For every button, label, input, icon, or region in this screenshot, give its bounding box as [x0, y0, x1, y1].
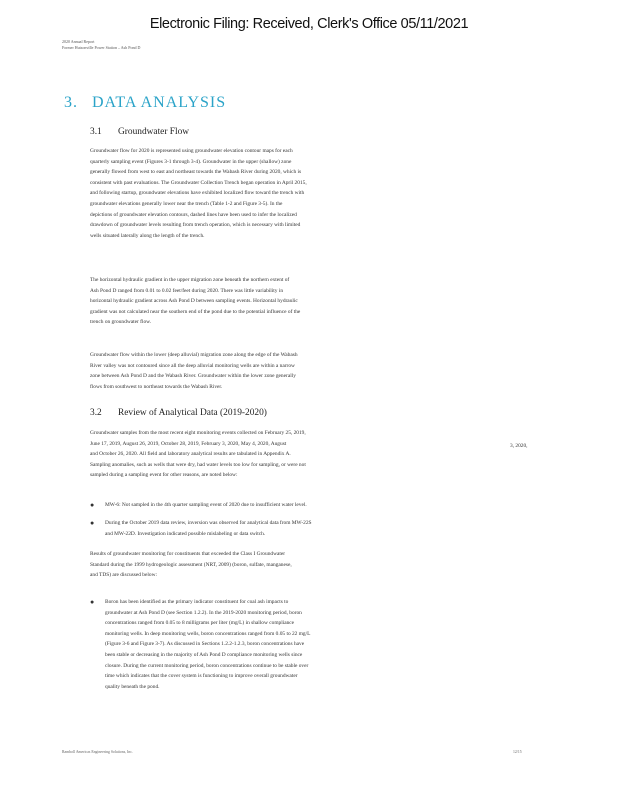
bullet-icon: ● [90, 598, 95, 606]
paragraph-exceedances [90, 549, 348, 581]
text-line: horizontal hydraulic gradient across Ash Pond D between sampling events. Horizontal hydraulic [90, 298, 298, 305]
section-heading [64, 94, 226, 112]
text-line: groundwater elevations generally lower near the trench (Table 1-2 and Figure 3-5). In the [90, 200, 283, 207]
text-line: (Figure 3-6 and Figure 3-7). As discussed in Sections 1.2.2-1.2.3, boron concentrations have [105, 641, 305, 648]
text-line: gradient was not calculated near the southern end of the pond due to the potential influence of the [90, 308, 301, 315]
text-line: Ash Pond D ranged from 0.01 to 0.02 feet/feet during 2020. There was little variability in [90, 287, 284, 294]
text-line: Sampling anomalies, such as wells that were dry, had water levels too low for sampling, or were not [90, 461, 306, 468]
paragraph-sampling-events [90, 428, 348, 481]
text-line: River valley was not contoured since all the deep alluvial monitoring wells are within a narrow [90, 362, 295, 369]
section-title: DATA ANALYSIS [92, 94, 227, 111]
text-line: wells situated laterally along the length of the trench. [90, 232, 205, 239]
running-header-site: Former Hutsonville Power Station – Ash Pond D [62, 45, 141, 50]
text-line: June 17, 2019, August 26, 2019, October 28, 2019, February 3, 2020, May 4, 2020, August [90, 440, 287, 447]
text-line: During the October 2019 data review, inversion was observed for analytical data from MW-22S [105, 520, 312, 526]
subsection-number: 3.2 [90, 408, 102, 418]
text-line: Groundwater samples from the most recent eight monitoring events collected on February 25, 2019, [90, 430, 306, 436]
text-line: trench on groundwater flow. [90, 319, 152, 326]
text-line: drawdown of groundwater levels resulting from trench operation, which is necessary with limited [90, 222, 301, 229]
text-line: been stable or decreasing in the majority of Ash Pond D compliance monitoring wells since [105, 651, 303, 658]
bullet-icon: ● [90, 519, 95, 527]
text-line: quality beneath the pond. [105, 683, 160, 690]
text-line: depictions of groundwater elevation contours, dashed lines have been used to infer the localized [90, 211, 297, 218]
text-line: Groundwater flow for 2020 is represented using groundwater elevation contour maps for each [90, 148, 293, 154]
filing-banner: Electronic Filing: Received, Clerk's Office 05/11/2021 [149, 16, 469, 32]
text-line: MW-6: Not sampled in the 4th quarter sampling event of 2020 due to insufficient water level. [105, 502, 307, 508]
text-line: and following startup, groundwater elevations have exhibited localized flow toward the trench with [90, 190, 305, 197]
bullet-icon: ● [90, 501, 95, 509]
text-line: and October 26, 2020. All field and laboratory analytical results are tabulated in Appendix A. [90, 451, 291, 458]
paragraph-hydraulic-gradient [90, 275, 348, 328]
text-line: groundwater at Ash Pond D (see Section 1.2.2). In the 2019-2020 monitoring period, boron [105, 609, 302, 616]
text-line: closure. During the current monitoring period, boron concentrations continue to be stable over [105, 662, 309, 669]
subsection-number: 3.1 [90, 127, 102, 137]
text-line-overflow: 3, 2020, [510, 443, 528, 449]
text-line: The horizontal hydraulic gradient in the upper migration zone beneath the northern extent of [90, 277, 290, 283]
text-line: zone between Ash Pond D and the Wabash River. Groundwater within the lower zone generally [90, 373, 296, 380]
text-line: monitoring wells. In deep monitoring wells, boron concentrations ranged from 0.05 to 22 mg/L [105, 630, 311, 637]
text-line: concentrations ranged from 0.05 to 8 milligrams per liter (mg/L) in shallow compliance [105, 620, 295, 627]
text-line: sampled during a sampling event for other reasons, are noted below: [90, 472, 238, 479]
footer-company: Ramboll Americas Engineering Solutions, Inc. [62, 750, 133, 754]
text-line: and TDS) are discussed below: [90, 572, 157, 579]
paragraph-groundwater-flow-2020 [90, 146, 348, 241]
text-line: quarterly sampling event (Figures 3-1 through 3-4). Groundwater in the upper (shallow) zone [90, 158, 292, 165]
text-line: generally flowed from west to east and northeast towards the Wabash River during 2020, which is [90, 169, 302, 176]
subsection-heading-groundwater-flow [90, 127, 189, 137]
text-line: flows from southwest to northeast towards the Wabash River. [90, 383, 223, 390]
text-line: Results of groundwater monitoring for constituents that exceeded the Class I Groundwater [90, 551, 286, 557]
text-line: Boron has been identified as the primary indicator constituent for coal ash impacts to [105, 599, 289, 605]
subsection-heading-analytical-data [90, 408, 267, 418]
text-line: consistent with past evaluations. The Groundwater Collection Trench began operation in April 2015, [90, 179, 307, 186]
text-line: time which indicates that the cover system is functioning to improve overall groundwater [105, 673, 298, 680]
text-line: Standard during the 1999 hydrogeologic assessment (NRT, 2009) (boron, sulfate, manganese, [90, 561, 292, 568]
paragraph-lower-zone-flow [90, 350, 348, 392]
text-line: Groundwater flow within the lower (deep alluvial) migration zone along the edge of the Wabash [90, 352, 298, 358]
subsection-title: Groundwater Flow [118, 127, 190, 137]
section-number: 3. [64, 94, 78, 111]
text-line: and MW-22D. Investigation indicated possible mislabeling or data switch. [105, 530, 266, 537]
subsection-title: Review of Analytical Data (2019-2020) [118, 408, 267, 418]
footer-page-number: 12/15 [513, 750, 522, 754]
running-header-report: 2020 Annual Report [62, 39, 95, 44]
